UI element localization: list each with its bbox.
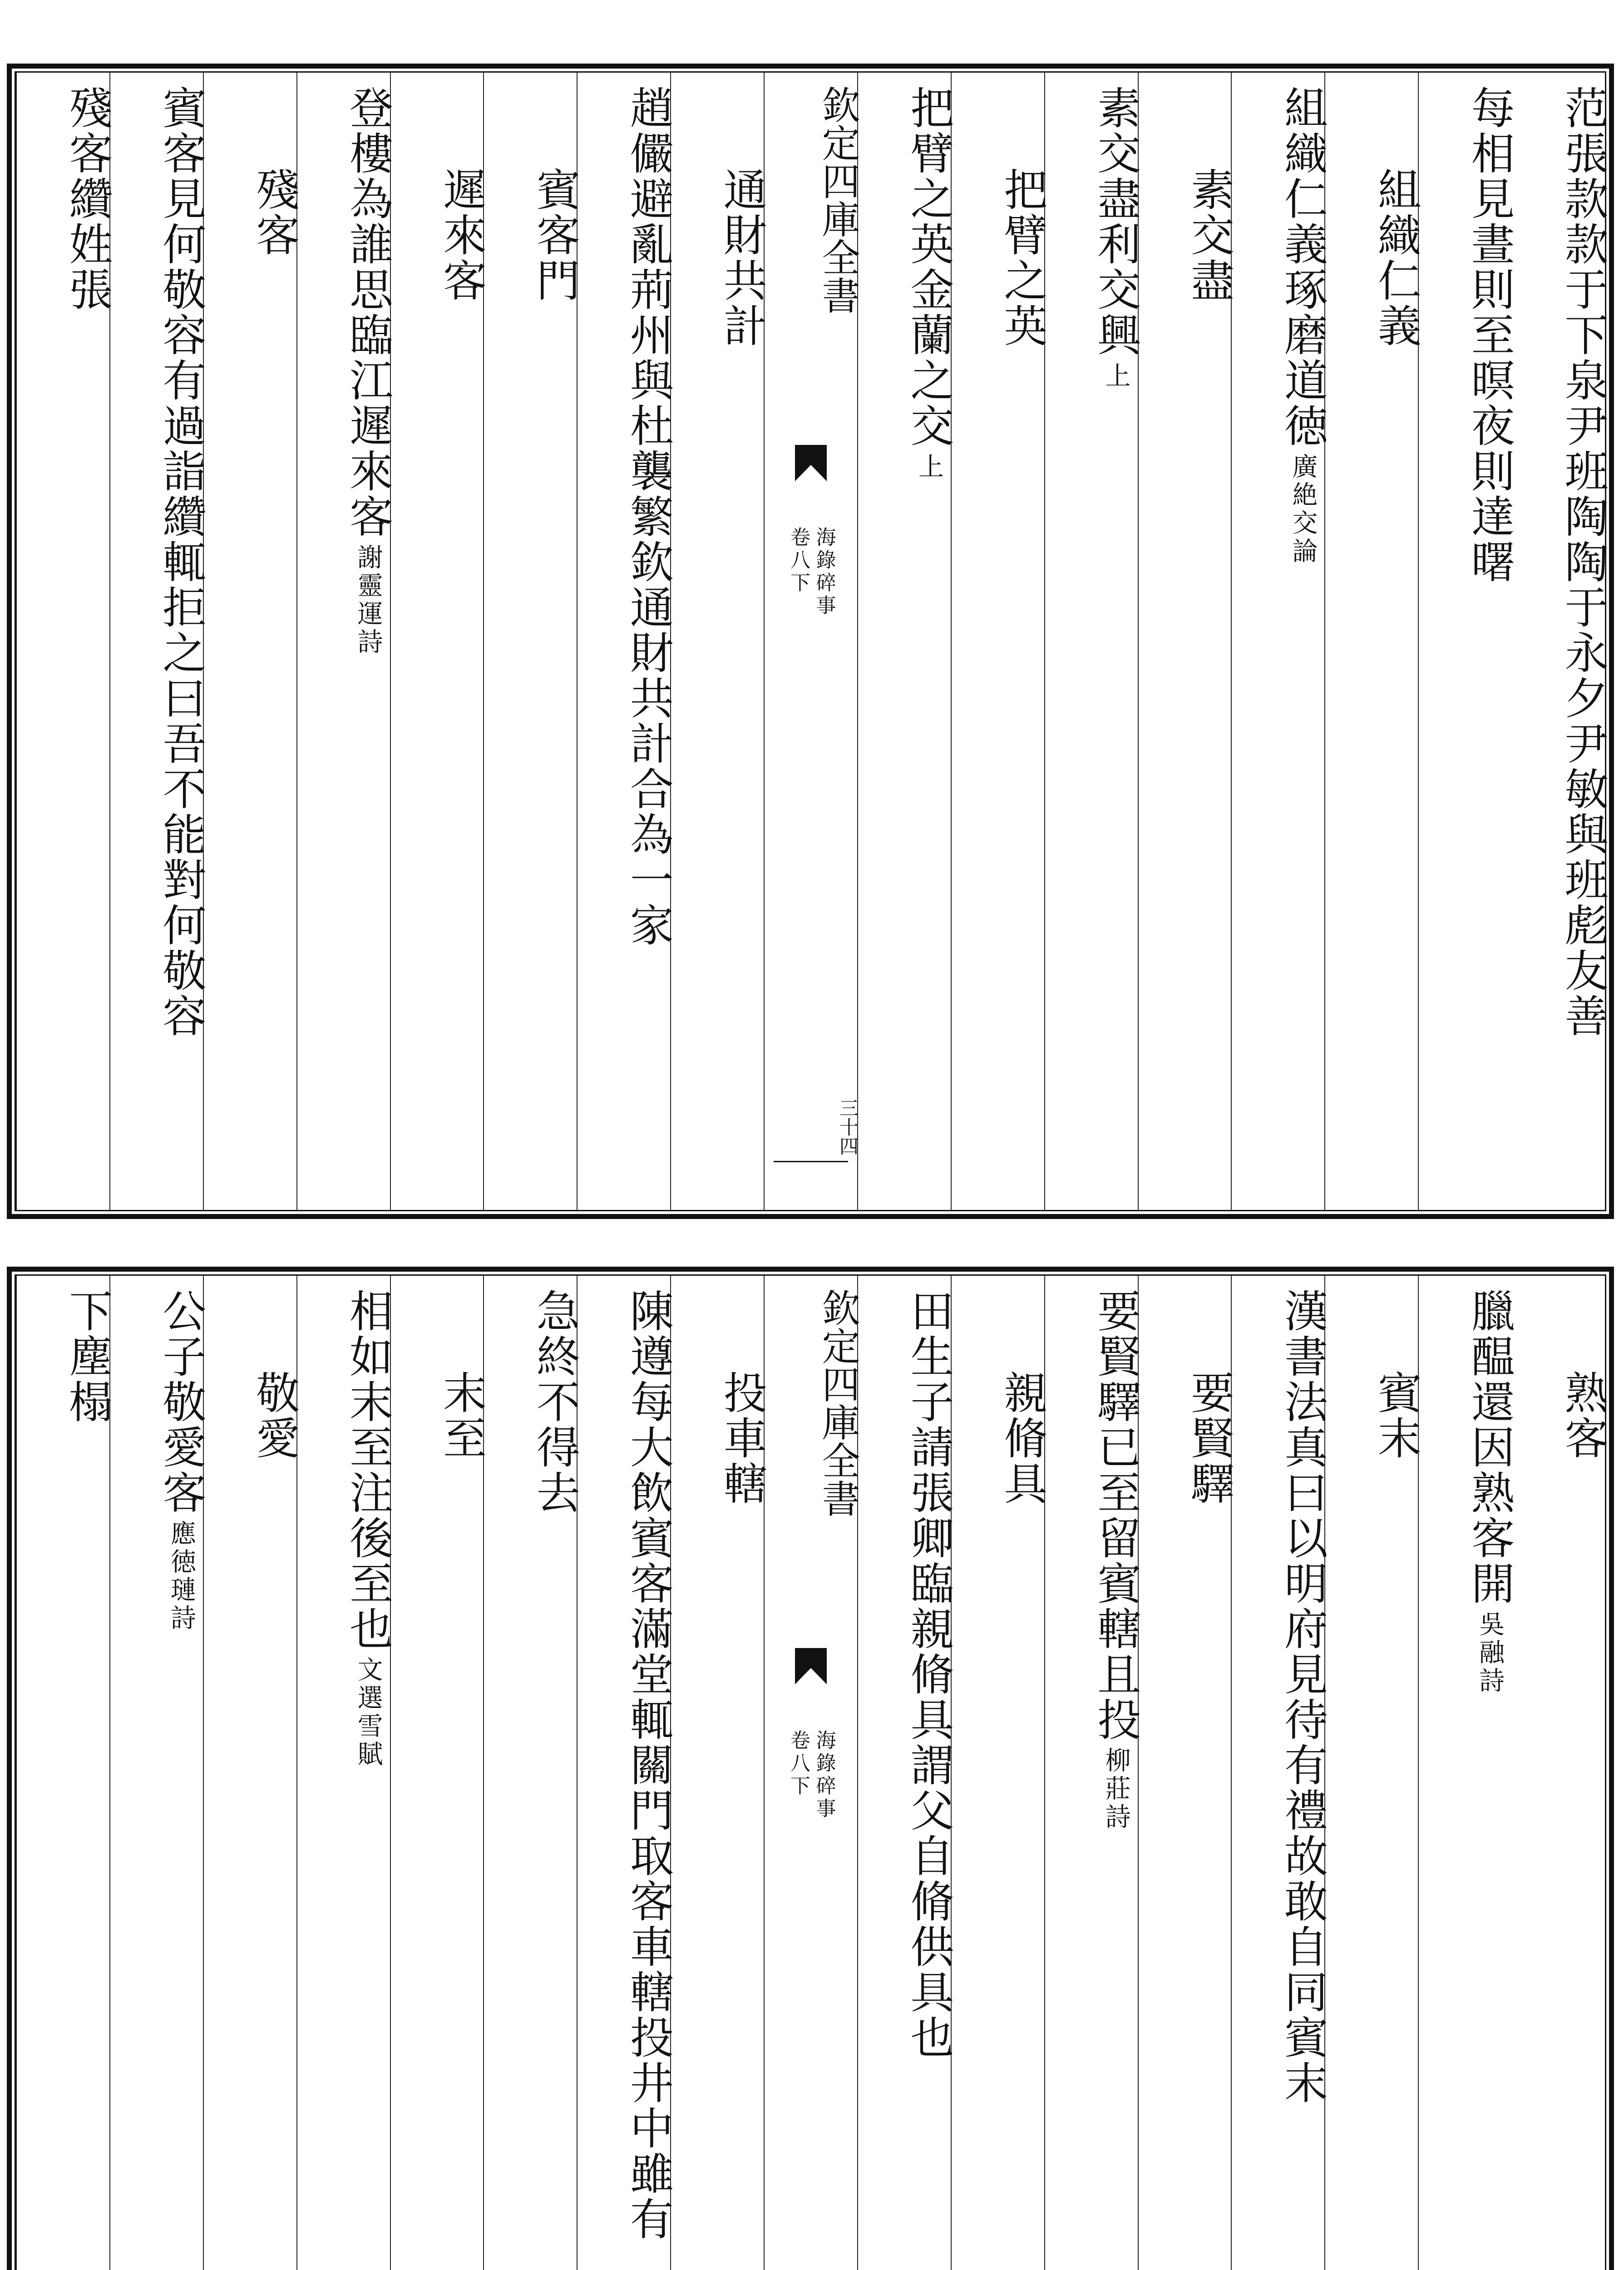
bottom-text-column xyxy=(577,1276,674,2270)
top-text-column xyxy=(1418,73,1515,1210)
source-note: 吳融詩 xyxy=(1475,1611,1505,1695)
top-text-column xyxy=(109,73,207,1210)
top-page-frame xyxy=(7,64,1614,1219)
top-text-column xyxy=(390,73,487,1210)
top-banner-rule xyxy=(774,1161,848,1162)
entry-body: 賓客見何敬容有過詣纘輒拒之曰吾不能對何敬容 xyxy=(155,85,207,1039)
bottom-text-column xyxy=(1418,1276,1515,2270)
bottom-text-column xyxy=(857,1276,954,2270)
source-note: 應徳璉詩 xyxy=(166,1520,196,1633)
entry-heading: 投車轄 xyxy=(716,1370,768,1506)
entry-heading: 組織仁義 xyxy=(1371,167,1422,349)
top-text-column xyxy=(483,73,581,1210)
entry-heading: 賓客門 xyxy=(529,167,581,303)
entry-text xyxy=(1045,85,1141,390)
bottom-text-column xyxy=(1044,1276,1141,2270)
entry-body: 素交盡利交興 xyxy=(1090,85,1141,358)
bottom-text-column xyxy=(390,1276,487,2270)
bottom-text-column xyxy=(16,1276,113,2270)
bottom-banner-title: 欽定四庫全書 xyxy=(815,1288,860,1517)
bottom-text-column xyxy=(670,1276,768,2270)
entry-heading: 要賢驛 xyxy=(1184,1370,1235,1506)
bottom-text-column xyxy=(1511,1276,1609,2270)
entry-body: 臘醖還因熟客開 xyxy=(1464,1288,1515,1606)
bottom-banner-column xyxy=(764,1276,860,2270)
entry-text xyxy=(858,1288,954,2060)
top-text-column xyxy=(1138,73,1235,1210)
entry-text xyxy=(1419,85,1515,585)
entry-text xyxy=(578,1288,674,2242)
top-text-column xyxy=(1511,73,1609,1210)
entry-text xyxy=(1419,1288,1515,1695)
top-text-column xyxy=(1044,73,1141,1210)
bottom-text-column xyxy=(296,1276,394,2270)
entry-text xyxy=(1232,85,1328,566)
entry-text xyxy=(110,1288,207,1633)
bottom-banner-volume: 卷八下 xyxy=(787,1730,810,1798)
source-note: 上 xyxy=(914,453,944,481)
source-note: 文選雪賦 xyxy=(353,1656,383,1769)
top-banner-leaf-number: 三十四 xyxy=(836,1098,859,1155)
source-note: 上 xyxy=(1101,362,1131,390)
top-text-column xyxy=(670,73,768,1210)
top-banner-book: 海錄碎事 xyxy=(812,527,836,617)
entry-body: 登樓為誰思臨江遲來客 xyxy=(342,85,394,539)
top-banner-title: 欽定四庫全書 xyxy=(815,85,860,314)
bottom-page-frame xyxy=(7,1267,1614,2270)
bottom-fish-tail-mark xyxy=(795,1648,827,1684)
entry-heading: 末至 xyxy=(436,1370,487,1461)
entry-body: 下塵榻 xyxy=(62,1288,113,1425)
top-text-column xyxy=(951,73,1048,1210)
bottom-banner-book: 海錄碎事 xyxy=(812,1730,836,1821)
entry-text xyxy=(1232,1288,1328,2106)
top-text-column xyxy=(1324,73,1422,1210)
top-text-column xyxy=(857,73,954,1210)
source-note: 柳莊詩 xyxy=(1101,1747,1131,1831)
entry-body: 田生子請張卿臨親脩具謂父自脩供具也 xyxy=(903,1288,954,2060)
top-text-column xyxy=(203,73,300,1210)
entry-heading: 殘客 xyxy=(249,167,300,258)
entry-body: 公子敬愛客 xyxy=(155,1288,207,1515)
entry-heading: 熟客 xyxy=(1558,1370,1609,1461)
top-text-column xyxy=(577,73,674,1210)
top-banner-volume: 卷八下 xyxy=(787,527,810,595)
top-fish-tail-mark xyxy=(795,445,827,481)
entry-body: 范張款款于下泉尹班陶陶于永夕尹敏與班彪友善 xyxy=(1558,85,1609,1039)
entry-body: 趙儼避亂荊州與杜襲繁欽通財共計合為一家 xyxy=(623,85,674,948)
entry-body: 殘客纘姓張 xyxy=(62,85,113,312)
bottom-text-column xyxy=(1324,1276,1422,2270)
top-banner-subtitle xyxy=(765,527,857,617)
bottom-banner-subtitle xyxy=(765,1730,857,1821)
entry-body: 陳遵每大飲賓客滿堂輒關門取客車轄投井中雖有 xyxy=(623,1288,674,2242)
entry-text xyxy=(297,1288,394,1769)
entry-body: 組織仁義琢磨道徳 xyxy=(1277,85,1328,449)
bottom-text-column xyxy=(203,1276,300,2270)
entry-heading: 親脩具 xyxy=(997,1370,1048,1506)
top-page-inner-border xyxy=(15,71,1609,1211)
entry-body: 要賢驛已至留賓轄且投 xyxy=(1090,1288,1141,1742)
entry-heading: 敬愛 xyxy=(249,1370,300,1461)
bottom-text-column xyxy=(1231,1276,1328,2270)
entry-text xyxy=(484,1288,581,1515)
entry-body: 相如末至注後至也 xyxy=(342,1288,394,1652)
entry-body: 每相見晝則至暝夜則達曙 xyxy=(1464,85,1515,585)
entry-text xyxy=(297,85,394,656)
entry-body: 漢書法真曰以明府見待有禮故敢自同賓末 xyxy=(1277,1288,1328,2106)
entry-text xyxy=(17,1288,113,1425)
entry-heading: 把臂之英 xyxy=(997,167,1048,349)
bottom-text-column xyxy=(1138,1276,1235,2270)
entry-heading: 通財共計 xyxy=(716,167,768,349)
bottom-text-column xyxy=(109,1276,207,2270)
top-text-column xyxy=(1231,73,1328,1210)
entry-heading: 賓末 xyxy=(1371,1370,1422,1461)
top-banner-column xyxy=(764,73,860,1210)
entry-text xyxy=(1511,85,1609,1039)
top-text-column xyxy=(16,73,113,1210)
bottom-text-column xyxy=(483,1276,581,2270)
entry-body: 把臂之英金蘭之交 xyxy=(903,85,954,449)
top-text-column xyxy=(296,73,394,1210)
source-note: 謝靈運詩 xyxy=(353,544,383,656)
entry-heading: 遲來客 xyxy=(436,167,487,303)
entry-body: 急終不得去 xyxy=(529,1288,581,1515)
entry-heading: 素交盡 xyxy=(1184,167,1235,303)
source-note: 廣絶交論 xyxy=(1288,453,1318,566)
bottom-text-column xyxy=(951,1276,1048,2270)
entry-text xyxy=(17,85,113,312)
entry-text xyxy=(578,85,674,948)
bottom-page-inner-border xyxy=(15,1274,1609,2270)
entry-text xyxy=(1045,1288,1141,1831)
entry-text xyxy=(110,85,207,1039)
entry-text xyxy=(858,85,954,481)
